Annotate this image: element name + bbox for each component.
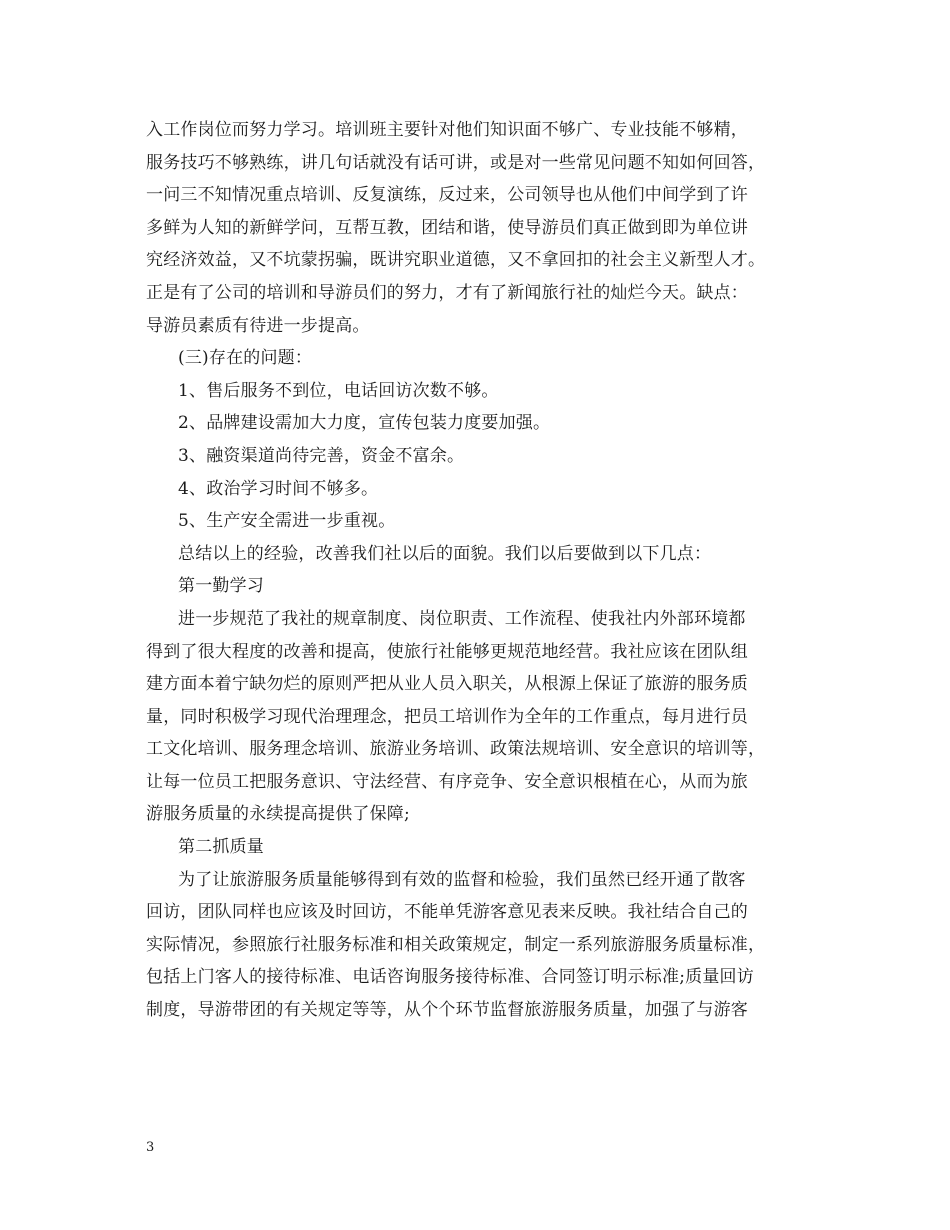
- text-line: 实际情况，参照旅行社服务标准和相关政策规定，制定一系列旅游服务质量标准，: [146, 934, 766, 955]
- text-line: 多鲜为人知的新鲜学问，互帮互教，团结和谐，使导游员们真正做到即为单位讲: [146, 217, 748, 238]
- text-line: 工文化培训、服务理念培训、旅游业务培训、政策法规培训、安全意识的培训等，: [146, 739, 766, 760]
- text-line: 让每一位员工把服务意识、守法经营、有序竞争、安全意识根植在心，从而为旅: [146, 771, 748, 792]
- text-line: 服务技巧不够熟练，讲几句话就没有话可讲，或是对一些常见问题不知如何回答，: [146, 152, 766, 173]
- text-line: (三)存在的问题：: [178, 348, 313, 369]
- text-line: 3、融资渠道尚待完善，资金不富余。: [178, 445, 465, 466]
- text-line: 第一勤学习: [178, 576, 264, 597]
- text-line: 入工作岗位而努力学习。培训班主要针对他们知识面不够广、专业技能不够精，: [146, 120, 748, 140]
- text-line: 正是有了公司的培训和导游员们的努力，才有了新闻旅行社的灿烂今天。缺点：: [146, 282, 748, 303]
- text-line: 量，同时积极学习现代治理理念，把员工培训作为全年的工作重点，每月进行员: [146, 706, 748, 727]
- page-number: 3: [146, 1140, 155, 1155]
- text-line: 包括上门客人的接待标准、电话咨询服务接待标准、合同签订明示标准;质量回访: [146, 967, 754, 988]
- text-line: 进一步规范了我社的规章制度、岗位职责、工作流程、使我社内外部环境都: [178, 608, 746, 629]
- text-line: 游服务质量的永续提高提供了保障;: [146, 804, 410, 825]
- text-line: 回访，团队同样也应该及时回访，不能单凭游客意见表来反映。我社结合自己的: [146, 902, 748, 923]
- text-line: 究经济效益，又不坑蒙拐骗，既讲究职业道德，又不拿回扣的社会主义新型人才。: [146, 250, 766, 271]
- text-line: 导游员素质有待进一步提高。: [146, 315, 370, 336]
- text-line: 总结以上的经验，改善我们社以后的面貌。我们以后要做到以下几点：: [178, 543, 712, 564]
- text-line: 制度，导游带团的有关规定等等，从个个环节监督旅游服务质量，加强了与游客: [146, 1000, 748, 1021]
- text-line: 2、品牌建设需加大力度，宣传包装力度要加强。: [178, 413, 551, 434]
- text-line: 得到了很大程度的改善和提高，使旅行社能够更规范地经营。我社应该在团队组: [146, 641, 748, 662]
- text-line: 5、生产安全需进一步重视。: [178, 511, 396, 532]
- text-line: 1、售后服务不到位，电话回访次数不够。: [178, 380, 499, 401]
- document-body: [146, 114, 806, 1027]
- text-line: 建方面本着宁缺勿烂的原则严把从业人员入职关，从根源上保证了旅游的服务质: [146, 674, 748, 695]
- text-line: 为了让旅游服务质量能够得到有效的监督和检验，我们虽然已经开通了散客: [178, 869, 746, 890]
- text-line: 一问三不知情况重点培训、反复演练，反过来，公司领导也从他们中间学到了许: [146, 185, 748, 206]
- text-line: 4、政治学习时间不够多。: [178, 478, 379, 499]
- text-line: 第二抓质量: [178, 837, 264, 858]
